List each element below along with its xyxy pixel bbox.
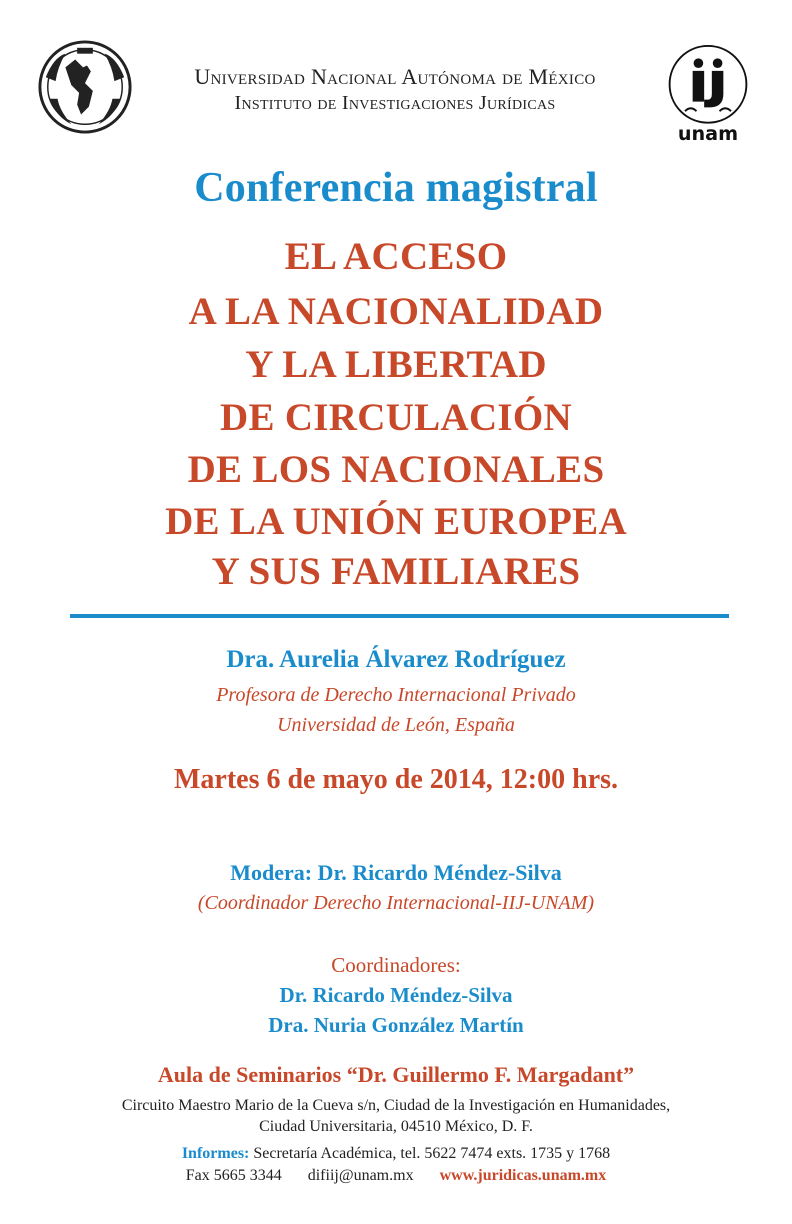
moderator: Modera: Dr. Ricardo Méndez-Silva [230,860,562,885]
event-title-line: DE LOS NACIONALES [187,448,605,491]
event-title-line: Y LA LIBERTAD [245,343,547,386]
website-link[interactable]: www.juridicas.unam.mx [439,1167,607,1184]
event-title-line: A LA NACIONALIDAD [188,290,604,333]
info-text: Secretaría Académica, tel. 5622 7474 exts. 1735 y 1768 [249,1145,611,1162]
info-line [0,1145,792,1163]
university-name: Universidad Nacional Autónoma de México [194,64,596,89]
divider-rule [70,614,729,618]
venue-address-line: Ciudad Universitaria, 04510 México, D. F. [259,1118,533,1135]
info-label: Informes: [181,1145,250,1162]
moderator-role: (Coordinador Derecho Internacional-IIJ-UNAM) [197,892,595,914]
speaker-name: Dra. Aurelia Álvarez Rodríguez [226,646,566,673]
email-link[interactable]: difiij@unam.mx [307,1167,414,1184]
coordinator-name: Dr. Ricardo Méndez-Silva [279,983,513,1007]
speaker-affiliation: Universidad de León, España [277,714,515,736]
event-title-line: Y SUS FAMILIARES [211,550,581,593]
speaker-position: Profesora de Derecho Internacional Privado [216,684,576,706]
fax-number: Fax 5665 3344 [185,1167,282,1184]
institute-name: Instituto de Investigaciones Jurídicas [234,92,556,114]
iij-unam-logo [660,42,756,142]
venue-address-line: Circuito Maestro Mario de la Cueva s/n, Ciudad de la Investigación en Humanidades, [121,1097,671,1114]
contact-line [0,1167,792,1185]
coordinator-name: Dra. Nuria González Martín [268,1013,524,1037]
venue-name: Aula de Seminarios “Dr. Guillermo F. Margadant” [157,1062,635,1087]
event-title-line: DE LA UNIÓN EUROPEA [165,500,627,543]
coordinators-label: Coordinadores: [331,953,461,977]
unam-seal-logo [36,38,134,136]
event-title-line: EL ACCESO [284,235,508,278]
logo-unam-text: unam [677,122,739,142]
event-type: Conferencia magistral [194,165,598,211]
event-date: Martes 6 de mayo de 2014, 12:00 hrs. [173,764,619,795]
event-title-line: DE CIRCULACIÓN [220,396,572,439]
